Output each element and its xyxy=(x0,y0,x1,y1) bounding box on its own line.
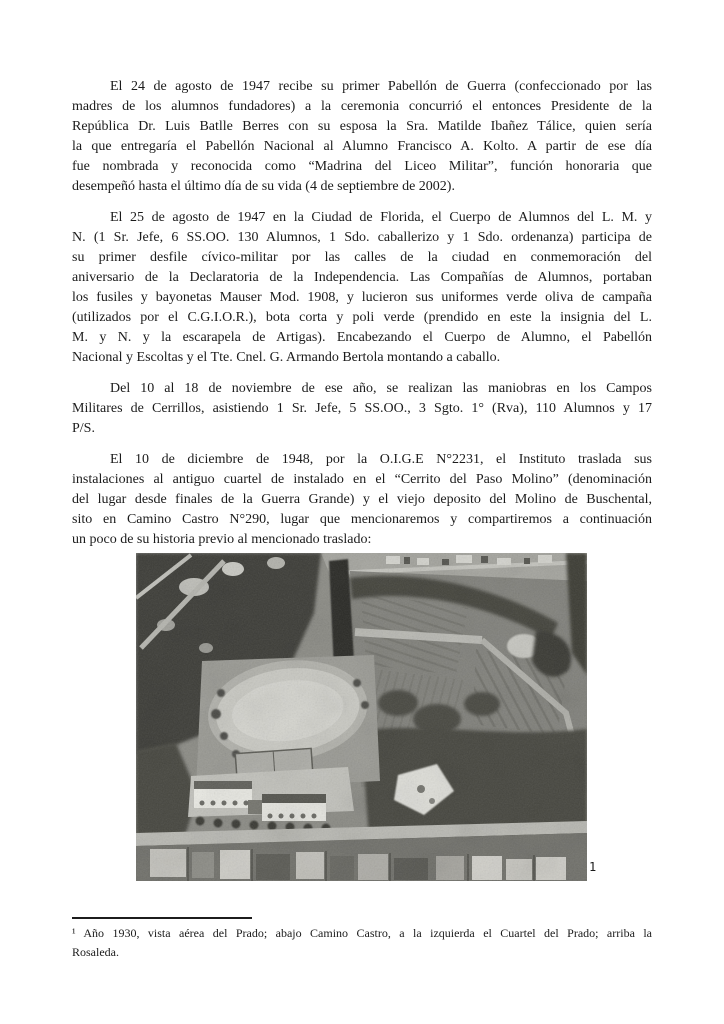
text-line: Del 10 al 18 de noviembre de ese año, se realizan las maniobras en los Campos xyxy=(110,381,652,396)
text-line: madres de los alumnos fundadores) a la ceremonia concurrió el entonces Presidente de la xyxy=(72,99,652,114)
text-line: P/S. xyxy=(72,421,95,436)
footnote-line: Rosaleda. xyxy=(72,945,119,959)
text-line: aniversario de la Declaratoria de la Independencia. Las Compañías de Alumnos, portaban xyxy=(72,270,652,285)
text-line: los fusiles y bayonetas Mauser Mod. 1908, y lucieron sus uniformes verde oliva de campaña xyxy=(72,290,652,305)
footnote-divider xyxy=(72,917,252,919)
text-line: instalaciones al antiguo cuartel de instalado en el “Cerrito del Paso Molino” (denominación xyxy=(72,472,652,487)
aerial-photo-image xyxy=(136,553,587,881)
text-line: República Dr. Luis Batlle Berres con su esposa la Sra. Matilde Ibañez Tálice, quien sería xyxy=(72,119,652,134)
aerial-photo xyxy=(136,553,587,881)
text-line: la que entregaría el Pabellón Nacional al Alumno Francisco A. Kolto. A partir de ese día xyxy=(72,139,652,154)
text-line: (utilizados por el C.G.I.O.R.), bota corta y poli verde (prendido en este la insignia del L. xyxy=(72,310,652,325)
text-line: desempeñó hasta el último día de su vida (4 de septiembre de 2002). xyxy=(72,179,455,194)
footnote-line: ¹ Año 1930, vista aérea del Prado; abajo Camino Castro, a la izquierda el Cuartel del Prado; arriba la xyxy=(72,926,652,940)
text-line: Nacional y Escoltas y el Tte. Cnel. G. Armando Bertola montando a caballo. xyxy=(72,350,501,365)
text-line: su primer desfile cívico-militar por las calles de la ciudad en conmemoración del xyxy=(72,250,652,265)
paragraph xyxy=(72,379,652,439)
text-line: Militares de Cerrillos, asistiendo 1 Sr. Jefe, 5 SS.OO., 3 Sgto. 1° (Rva), 110 Alumnos y 17 xyxy=(72,401,652,416)
text-line: del lugar desde finales de la Guerra Grande) y el viejo deposito del Molino de Buschental, xyxy=(72,492,652,507)
text-line: El 24 de agosto de 1947 recibe su primer Pabellón de Guerra (confeccionado por las xyxy=(110,79,652,94)
text-line: un poco de su historia previo al mencionado traslado: xyxy=(72,532,372,547)
text-line: El 25 de agosto de 1947 en la Ciudad de Florida, el Cuerpo de Alumnos del L. M. y xyxy=(110,210,652,225)
text-line: sito en Camino Castro N°290, lugar que mencionaremos y compartiremos a continuación xyxy=(72,512,652,527)
paragraph xyxy=(72,77,652,197)
footnote-text xyxy=(72,924,652,962)
body-text xyxy=(72,77,652,561)
paragraph xyxy=(72,208,652,368)
figure-footnote-ref: 1 xyxy=(589,860,597,874)
text-line: N. (1 Sr. Jefe, 6 SS.OO. 130 Alumnos, 1 Sdo. caballerizo y 1 Sdo. ordenanza) participa de xyxy=(72,230,652,245)
text-line: El 10 de diciembre de 1948, por la O.I.G.E N°2231, el Instituto traslada sus xyxy=(110,452,652,467)
text-line: M. y N. y la escarapela de Artigas). Encabezando el Cuerpo de Alumno, el Pabellón xyxy=(72,330,652,345)
text-line: fue nombrada y reconocida como “Madrina del Liceo Militar”, función honoraria que xyxy=(72,159,652,174)
paragraph xyxy=(72,450,652,550)
